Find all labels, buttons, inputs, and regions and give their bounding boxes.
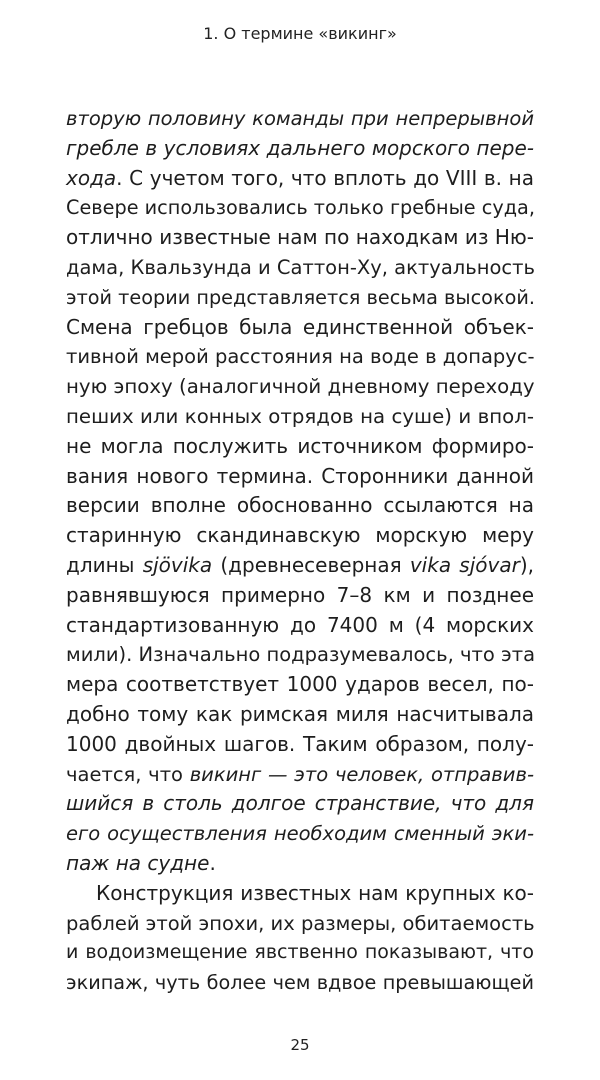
text-line — [66, 253, 534, 283]
text-line — [66, 909, 534, 939]
text-segment: дама, Квальзунда и Саттон-Ху, актуальность — [66, 255, 535, 279]
text-line — [66, 551, 534, 581]
text-segment: длины — [66, 552, 143, 577]
text-line — [66, 938, 534, 968]
text-line — [66, 879, 534, 909]
text-line — [66, 342, 534, 372]
text-segment: добно тому как римская миля насчитывала — [66, 701, 534, 726]
text-line — [66, 283, 534, 313]
text-segment: старинную скандинавскую морскую меру — [66, 523, 534, 548]
text-line — [66, 164, 534, 194]
text-segment: и водоизмещение явственно показывают, что — [66, 941, 534, 964]
text-line — [66, 223, 534, 253]
text-segment: отлично известные нам по находкам из Ню- — [66, 225, 534, 250]
italic-text: хода — [66, 165, 117, 190]
text-line — [66, 193, 534, 223]
text-segment: стандартизованную до 7400 м (4 морских — [66, 612, 534, 637]
body-text — [66, 104, 534, 998]
text-line — [66, 968, 534, 998]
text-line — [66, 730, 534, 760]
text-segment: не могла послужить источником формиро- — [66, 433, 534, 458]
text-segment: равнявшуюся примерно 7–8 км и позднее — [66, 582, 534, 607]
text-line — [66, 402, 534, 432]
text-segment: чается, что — [66, 762, 190, 786]
page-number: 25 — [290, 1036, 310, 1054]
italic-text: sjövika — [142, 552, 213, 577]
italic-text: шийся в столь долгое странствие, что для — [66, 791, 534, 816]
text-line — [66, 640, 534, 670]
text-segment: ную эпоху (аналогичной дневному переходу — [66, 375, 535, 399]
text-line — [66, 760, 534, 790]
text-line — [66, 372, 534, 402]
text-segment: 1000 двойных шагов. Таким образом, полу- — [66, 731, 534, 756]
text-segment: пеших или конных отрядов на суше) и впол- — [66, 404, 534, 428]
text-line — [66, 611, 534, 641]
italic-text: вторую половину команды при непрерывной — [66, 107, 534, 130]
italic-text: викинг — это человек, отправив- — [189, 762, 535, 786]
italic-text: гребле в условиях дальнего морского пере- — [66, 135, 534, 160]
italic-text: паж на судне — [66, 850, 210, 875]
text-line — [66, 491, 534, 521]
text-segment: мера соответствует 1000 ударов весел, по- — [66, 672, 534, 697]
text-segment: Конструкция известных нам крупных ко- — [96, 880, 534, 905]
text-segment: тивной мерой расстояния на воде в допарус- — [66, 345, 535, 369]
text-segment: версии вполне обоснованно ссылаются на — [66, 493, 534, 518]
text-segment: мили). Изначально подразумевалось, что эта — [66, 643, 536, 667]
text-segment: Смена гребцов была единственной объек- — [66, 314, 534, 339]
text-line — [66, 432, 534, 462]
text-line — [66, 134, 534, 164]
text-line — [66, 462, 534, 492]
text-line — [66, 819, 534, 849]
text-line — [66, 104, 534, 134]
text-line — [66, 670, 534, 700]
text-segment: вания нового термина. Сторонники данной — [66, 463, 534, 488]
text-segment: . — [209, 850, 216, 875]
text-line — [66, 700, 534, 730]
italic-text: vika sjóvar — [409, 552, 520, 577]
text-segment: раблей этой эпохи, их размеры, обитаемость — [66, 911, 535, 935]
text-line — [66, 313, 534, 343]
text-segment: Севере использовались только гребные суда, — [66, 196, 535, 220]
text-line — [66, 521, 534, 551]
italic-text: его осуществления необходим сменный эки- — [66, 822, 534, 846]
running-header: 1. О термине «викинг» — [203, 24, 397, 43]
text-segment: . С учетом того, что вплоть до VIII в. на — [116, 165, 534, 190]
text-segment: этой теории представляется весьма высокой. — [66, 285, 535, 309]
text-line — [66, 849, 534, 879]
text-segment: ), — [519, 552, 534, 577]
text-line — [66, 789, 534, 819]
text-segment: (древнесеверная — [212, 552, 410, 577]
text-line — [66, 581, 534, 611]
text-segment: экипаж, чуть более чем вдвое превышающей — [66, 971, 534, 995]
